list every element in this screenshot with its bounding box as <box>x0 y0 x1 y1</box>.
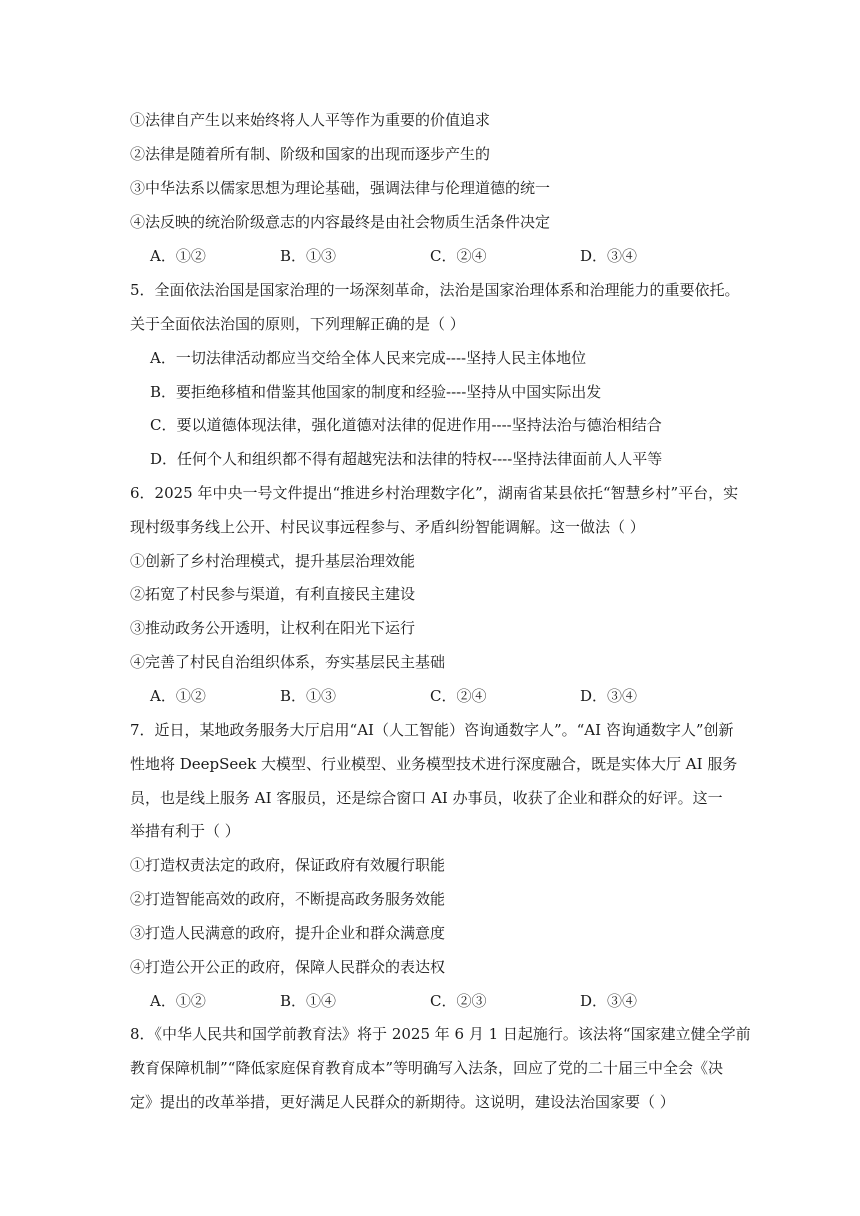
q4-statement-3: ③中华法系以儒家思想为理论基础，强调法律与伦理道德的统一 <box>130 179 551 197</box>
q7-stem-line-3: 员，也是线上服务 AI 客服员，还是综合窗口 AI 办事员，收获了企业和群众的好评。这一 <box>130 789 723 807</box>
q6-statement-4: ④完善了村民自治组织体系，夯实基层民主基础 <box>130 653 446 671</box>
q7-option-a[interactable]: A．①② <box>150 992 206 1010</box>
q6-option-b[interactable]: B．①③ <box>280 687 337 705</box>
q7-statement-1: ①打造权责法定的政府，保证政府有效履行职能 <box>130 856 446 874</box>
q5-choice-a[interactable]: A．一切法律活动都应当交给全体人民来完成----坚持人民主体地位 <box>150 349 587 367</box>
q6-statement-1: ①创新了乡村治理模式，提升基层治理效能 <box>130 552 416 570</box>
q5-choice-b[interactable]: B．要拒绝移植和借鉴其他国家的制度和经验----坚持从中国实际出发 <box>150 383 602 401</box>
q7-stem-line-1: 7．近日，某地政务服务大厅启用“AI（人工智能）咨询通数字人”。“AI 咨询通数字人”创新 <box>130 721 734 739</box>
q5-stem-line-1: 5．全面依法治国是国家治理的一场深刻革命，法治是国家治理体系和治理能力的重要依托。 <box>130 281 740 299</box>
q4-statement-1: ①法律自产生以来始终将人人平等作为重要的价值追求 <box>130 111 491 129</box>
q6-stem-line-2: 现村级事务线上公开、村民议事远程参与、矛盾纠纷智能调解。这一做法（ ） <box>130 518 645 536</box>
q7-statement-4: ④打造公开公正的政府，保障人民群众的表达权 <box>130 958 446 976</box>
q7-statement-3: ③打造人民满意的政府，提升企业和群众满意度 <box>130 924 446 942</box>
q8-stem-line-2: 教育保障机制”“降低家庭保育教育成本”等明确写入法条，回应了党的二十届三中全会《决 <box>130 1059 724 1077</box>
q5-choice-c[interactable]: C．要以道德体现法律，强化道德对法律的促进作用----坚持法治与德治相结合 <box>150 416 662 434</box>
q8-stem-line-1: 8．《中华人民共和国学前教育法》将于 2025 年 6 月 1 日起施行。该法将“国家建立健全学前 <box>130 1025 751 1043</box>
q7-option-b[interactable]: B．①④ <box>280 992 337 1010</box>
q7-option-d[interactable]: D．③④ <box>580 992 638 1010</box>
q4-statement-4: ④法反映的统治阶级意志的内容最终是由社会物质生活条件决定 <box>130 213 551 231</box>
q6-statement-2: ②拓宽了村民参与渠道，有利直接民主建设 <box>130 585 416 603</box>
q4-option-b[interactable]: B．①③ <box>280 247 337 265</box>
q6-option-d[interactable]: D．③④ <box>580 687 638 705</box>
q6-option-a[interactable]: A．①② <box>150 687 206 705</box>
q4-statement-2: ②法律是随着所有制、阶级和国家的出现而逐步产生的 <box>130 145 491 163</box>
q5-stem-line-2: 关于全面依法治国的原则，下列理解正确的是（ ） <box>130 315 465 333</box>
q6-option-c[interactable]: C．②④ <box>430 687 487 705</box>
q6-statement-3: ③推动政务公开透明，让权利在阳光下运行 <box>130 619 416 637</box>
q7-stem-line-2: 性地将 DeepSeek 大模型、行业模型、业务模型技术进行深度融合，既是实体大厅 AI 服务 <box>130 755 738 773</box>
q4-option-d[interactable]: D．③④ <box>580 247 638 265</box>
q4-option-c[interactable]: C．②④ <box>430 247 487 265</box>
q7-statement-2: ②打造智能高效的政府，不断提高政务服务效能 <box>130 890 446 908</box>
q6-stem-line-1: 6．2025 年中央一号文件提出“推进乡村治理数字化”，湖南省某县依托“智慧乡村”平台，实 <box>130 484 739 502</box>
q5-choice-d[interactable]: D．任何个人和组织都不得有超越宪法和法律的特权----坚持法律面前人人平等 <box>150 450 663 468</box>
q7-option-c[interactable]: C．②③ <box>430 992 487 1010</box>
q7-stem-line-4: 举措有利于（ ） <box>130 822 240 840</box>
q4-option-a[interactable]: A．①② <box>150 247 206 265</box>
q8-stem-line-3: 定》提出的改革举措，更好满足人民群众的新期待。这说明，建设法治国家要（ ） <box>130 1093 675 1111</box>
